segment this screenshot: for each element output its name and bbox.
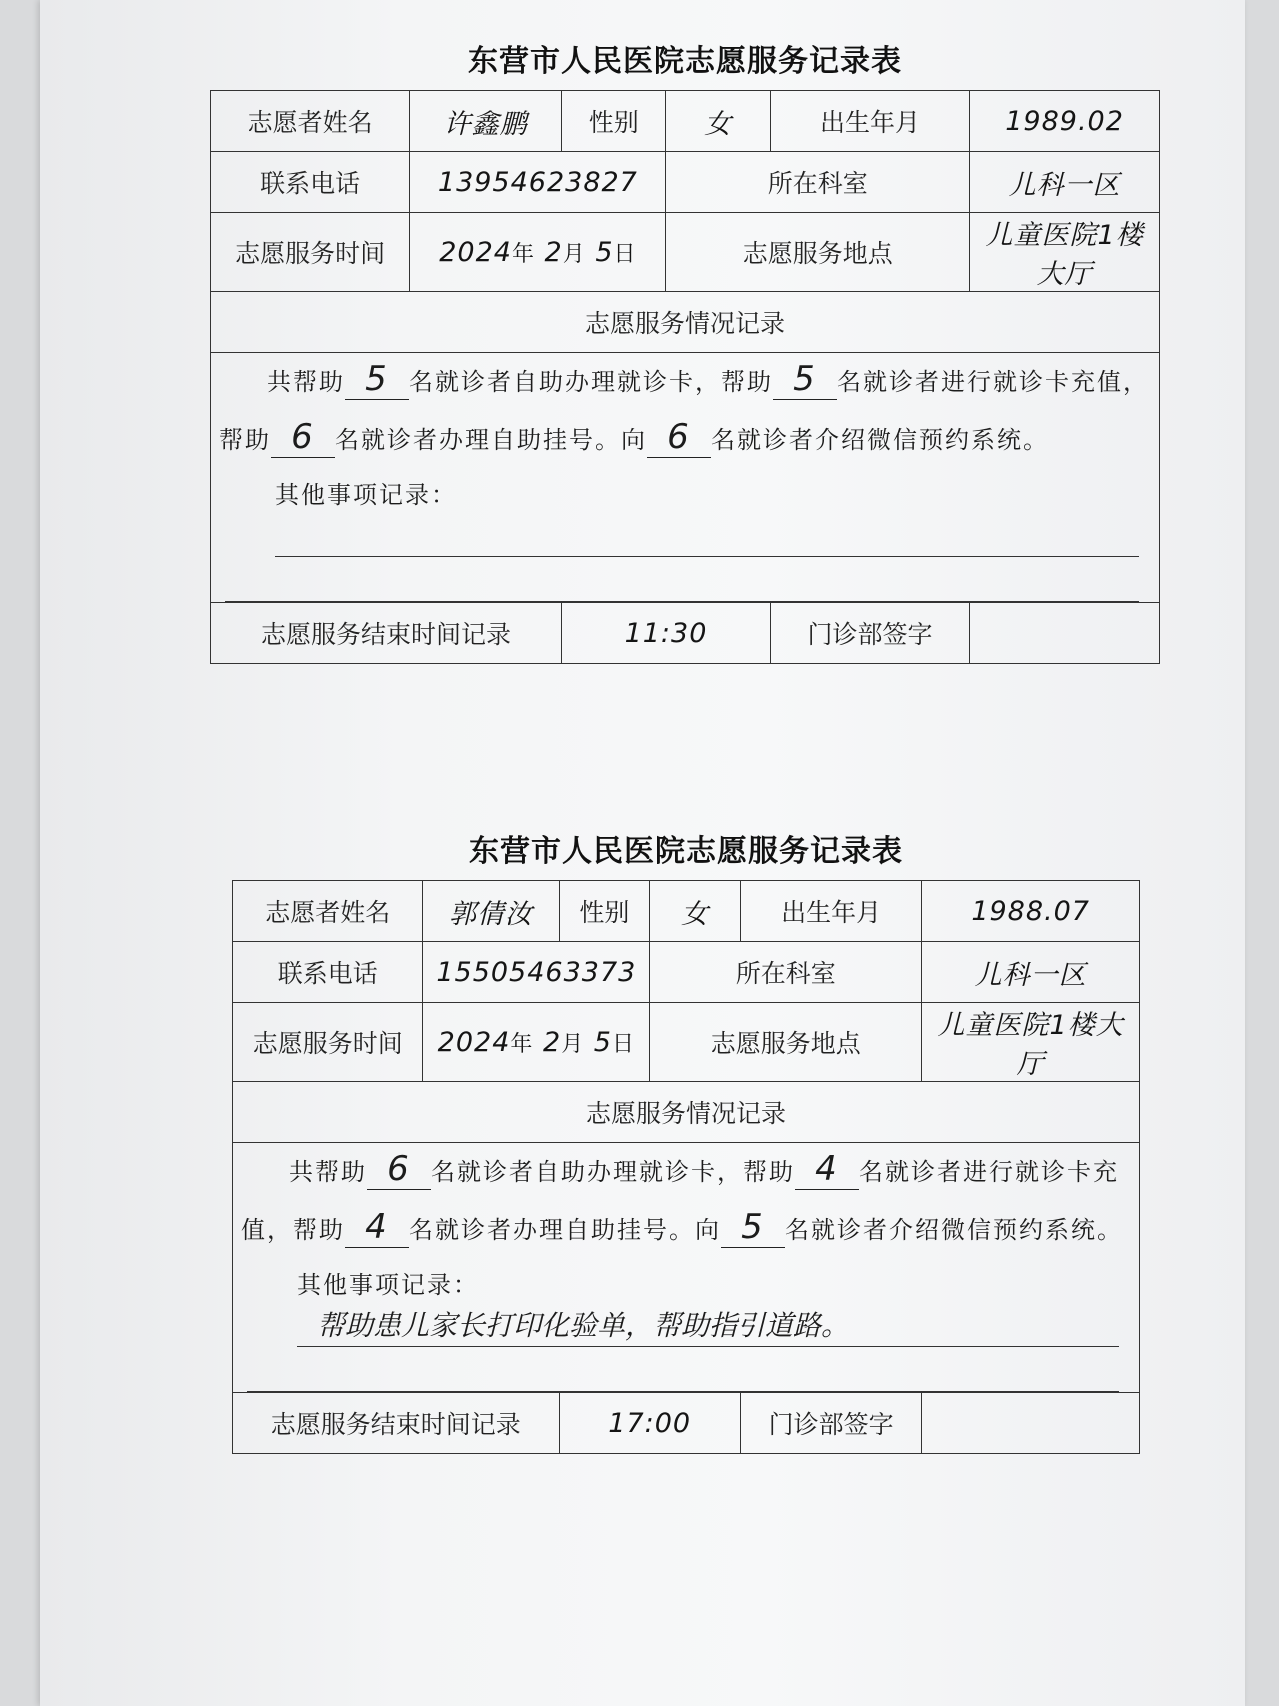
value-gender: 女 [666, 91, 770, 152]
row-name [233, 881, 1140, 942]
info-table [232, 880, 1140, 1454]
other-label: 其他事项记录： [275, 481, 457, 509]
label-gender: 性别 [559, 881, 650, 942]
count-register: 6 [271, 417, 335, 458]
value-service-place: 儿童医院1楼大厅 [970, 213, 1160, 292]
service-body [211, 353, 1160, 603]
row-section-title [211, 292, 1160, 353]
label-end-time: 志愿服务结束时间记录 [233, 1393, 560, 1454]
label-phone: 联系电话 [233, 942, 423, 1003]
count-recharge: 4 [795, 1149, 859, 1190]
service-year: 2024 [437, 1026, 511, 1058]
other-line-2 [247, 1347, 1119, 1392]
value-phone: 15505463373 [423, 942, 650, 1003]
label-birth: 出生年月 [770, 91, 969, 152]
record-form-1 [210, 36, 1160, 664]
year-unit: 年 [511, 241, 535, 267]
row-service-time [233, 1003, 1140, 1082]
label-end-time: 志愿服务结束时间记录 [211, 603, 562, 664]
label-birth: 出生年月 [740, 881, 921, 942]
month-unit: 月 [562, 241, 586, 267]
label-department: 所在科室 [666, 152, 970, 213]
count-wechat: 5 [721, 1207, 785, 1248]
label-signature: 门诊部签字 [770, 603, 969, 664]
day-unit: 日 [613, 241, 637, 267]
day-unit: 日 [611, 1031, 635, 1057]
value-service-time [423, 1003, 650, 1082]
row-section-title [233, 1082, 1140, 1143]
label-gender: 性别 [562, 91, 666, 152]
service-paragraph: 共帮助 6 名就诊者自助办理就诊卡，帮助 4 名就诊者进行就诊卡充值，帮助 4 名就诊者办理自助挂号。向 5 名就诊者介绍微信预约系统。 [241, 1149, 1123, 1247]
form-title: 东营市人民医院志愿服务记录表 [468, 44, 902, 79]
value-service-place: 儿童医院1楼大厅 [922, 1003, 1140, 1082]
value-volunteer-name: 郭倩汝 [423, 881, 559, 942]
service-body [233, 1143, 1140, 1393]
record-form-2 [232, 826, 1140, 1454]
row-name [211, 91, 1160, 152]
row-end [233, 1393, 1140, 1454]
row-phone [233, 942, 1140, 1003]
value-birth: 1989.02 [970, 91, 1160, 152]
service-day: 5 [593, 1026, 612, 1058]
count-card: 6 [367, 1149, 431, 1190]
label-volunteer-name: 志愿者姓名 [233, 881, 423, 942]
service-year: 2024 [439, 236, 512, 268]
service-paragraph: 共帮助 5 名就诊者自助办理就诊卡，帮助 5 名就诊者进行就诊卡充值，帮助 6 名就诊者办理自助挂号。向 6 名就诊者介绍微信预约系统。 [219, 359, 1149, 457]
service-month: 2 [543, 1026, 562, 1058]
other-line-1: 帮助患儿家长打印化验单，帮助指引道路。 [297, 1300, 1119, 1347]
row-phone [211, 152, 1160, 213]
value-volunteer-name: 许鑫鹏 [410, 91, 562, 152]
count-register: 4 [345, 1207, 409, 1248]
other-line-1 [275, 510, 1139, 557]
label-department: 所在科室 [650, 942, 922, 1003]
value-end-time: 17:00 [559, 1393, 740, 1454]
other-label: 其他事项记录： [297, 1271, 479, 1299]
row-service-time [211, 213, 1160, 292]
section-title: 志愿服务情况记录 [233, 1082, 1140, 1143]
label-service-time: 志愿服务时间 [211, 213, 410, 292]
value-phone: 13954623827 [410, 152, 666, 213]
label-signature: 门诊部签字 [740, 1393, 921, 1454]
label-volunteer-name: 志愿者姓名 [211, 91, 410, 152]
count-recharge: 5 [773, 359, 837, 400]
month-unit: 月 [561, 1031, 585, 1057]
label-phone: 联系电话 [211, 152, 410, 213]
row-service-body [233, 1143, 1140, 1393]
info-table [210, 90, 1160, 664]
value-department: 儿科一区 [970, 152, 1160, 213]
count-wechat: 6 [647, 417, 711, 458]
label-service-place: 志愿服务地点 [666, 213, 970, 292]
row-service-body [211, 353, 1160, 603]
service-day: 5 [595, 236, 614, 268]
row-end [211, 603, 1160, 664]
count-card: 5 [345, 359, 409, 400]
form-title: 东营市人民医院志愿服务记录表 [469, 834, 903, 869]
value-signature [922, 1393, 1140, 1454]
value-end-time: 11:30 [562, 603, 771, 664]
value-gender: 女 [650, 881, 741, 942]
section-title: 志愿服务情况记录 [211, 292, 1160, 353]
value-department: 儿科一区 [922, 942, 1140, 1003]
year-unit: 年 [510, 1031, 534, 1057]
value-birth: 1988.07 [922, 881, 1140, 942]
label-service-place: 志愿服务地点 [650, 1003, 922, 1082]
label-service-time: 志愿服务时间 [233, 1003, 423, 1082]
other-line-2 [225, 557, 1139, 602]
value-signature [970, 603, 1160, 664]
value-service-time [410, 213, 666, 292]
service-month: 2 [544, 236, 563, 268]
